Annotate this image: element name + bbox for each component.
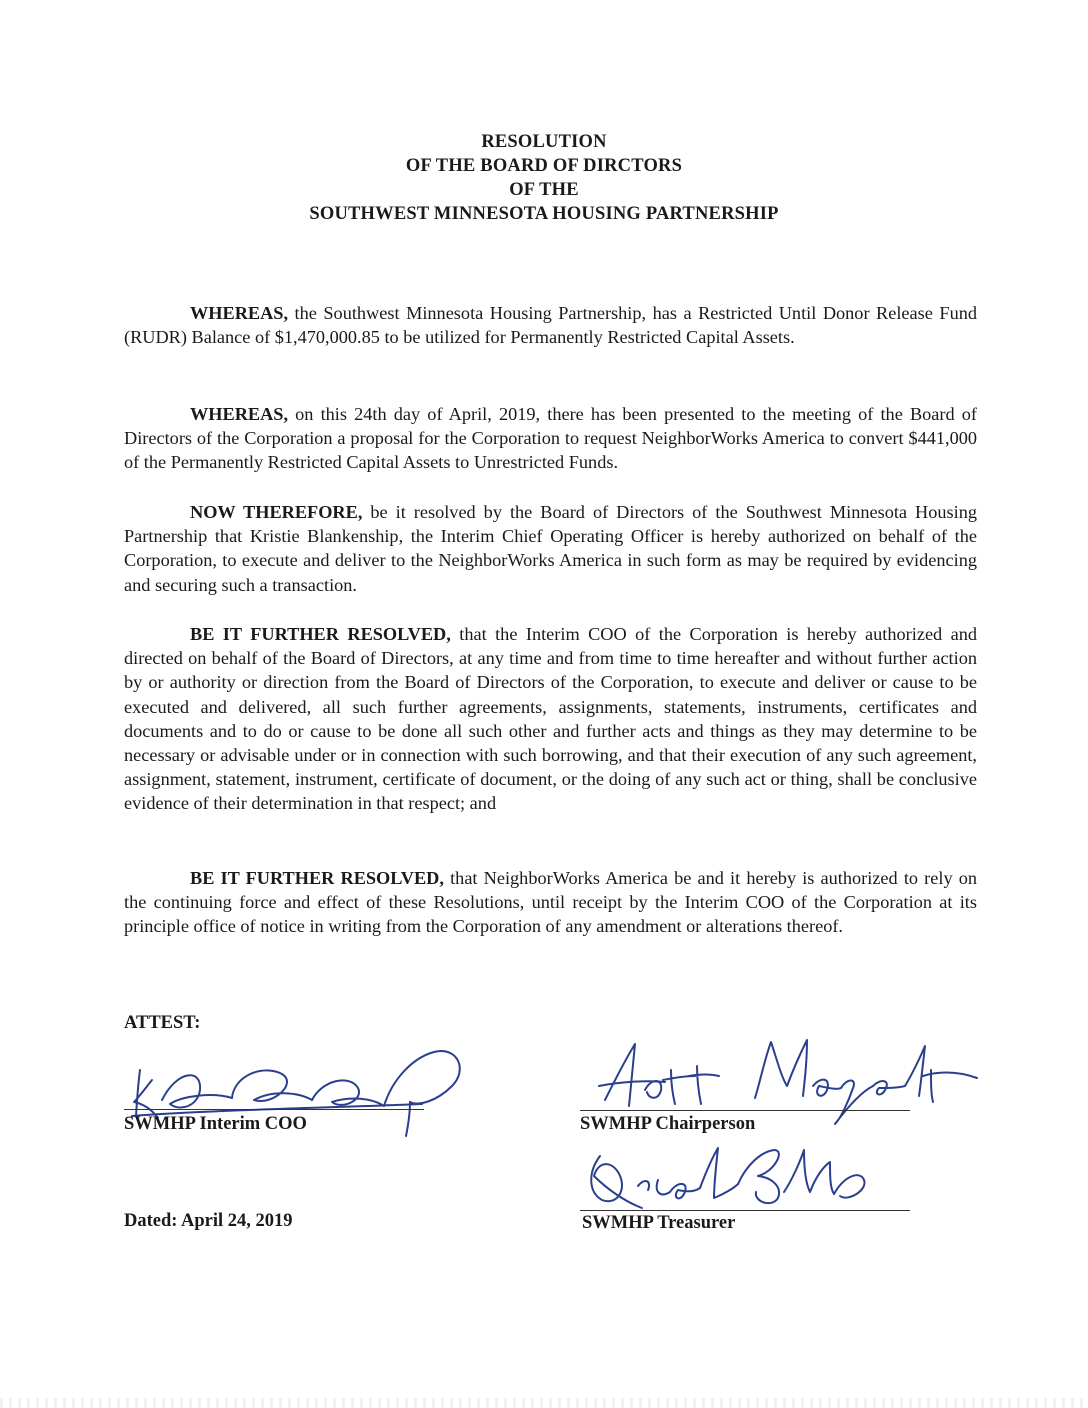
paragraph-text: that the Interim COO of the Corporation is hereby authorized and directed on behalf of the Board of Directors, at any time and from time to time hereafter and without further action by or authority or direction from the Board of Directors of the Corporation, to execute and deliver or cause to be executed and delivered, all such further agreements, assignments, statements, instruments, certificates and documents and to do or cause to be done all such other and further acts and things as they may determine to be necessary or advisable under or in connection with such borrowing, and that their execution of any such agreement, assignment, statement, instrument, certificate of document, or the doing of any such act or thing, shall be conclusive evidence of their determination in that respect; and	[124, 624, 978, 814]
interim-coo-label: SWMHP Interim COO	[124, 1114, 307, 1134]
paragraph-text: the Southwest Minnesota Housing Partnership, has a Restricted Until Donor Release Fund (RUDR) Balance of $1,470,000.85 to be utilized for Permanently Restricted Capital Assets.	[124, 303, 977, 348]
further-resolved-paragraph-2	[124, 866, 977, 939]
document-title	[0, 130, 1088, 226]
chairperson-signature-line	[580, 1110, 910, 1111]
attest-label: ATTEST:	[124, 1013, 201, 1033]
paragraph-text: that NeighborWorks America be and it hereby is authorized to rely on the continuing force and effect of these Resolutions, until receipt by the Interim COO of the Corporation at its principle office of notice in writing from the Corporation of any amendment or alterations thereof.	[124, 868, 978, 937]
paragraph-keyword: WHEREAS,	[190, 404, 289, 424]
interim-coo-signature-line	[124, 1109, 424, 1110]
whereas-paragraph-1	[124, 301, 977, 349]
paragraph-keyword: NOW THEREFORE,	[190, 502, 363, 522]
paragraph-text: on this 24th day of April, 2019, there has been presented to the meeting of the Board of Directors of the Corporation a proposal for the Corporation to request NeighborWorks America to convert $441,000 of the Permanently Restricted Capital Assets to Unrestricted Funds.	[124, 404, 977, 473]
treasurer-signature	[578, 1136, 878, 1216]
chairperson-label: SWMHP Chairperson	[580, 1114, 756, 1134]
further-resolved-paragraph-1	[124, 622, 977, 816]
paragraph-text: be it resolved by the Board of Directors of the Southwest Minnesota Housing Partnership that Kristie Blankenship, the Interim Chief Operating Officer is hereby authorized on behalf of the Corporation, to execute and deliver to the NeighborWorks America in such form as may be required by evidencing and securing such a transaction.	[124, 502, 977, 595]
scan-edge-artifact	[0, 1398, 1088, 1408]
title-line-3: OF THE	[509, 180, 579, 200]
paragraph-keyword: WHEREAS,	[190, 303, 289, 323]
title-line-2: OF THE BOARD OF DIRCTORS	[405, 156, 683, 176]
paragraph-keyword: BE IT FURTHER RESOLVED,	[190, 624, 451, 644]
treasurer-signature-line	[580, 1210, 910, 1211]
treasurer-label: SWMHP Treasurer	[582, 1213, 736, 1233]
title-line-4: SOUTHWEST MINNESOTA HOUSING PARTNERSHIP	[309, 204, 779, 224]
dated-label: Dated: April 24, 2019	[124, 1211, 293, 1231]
paragraph-keyword: BE IT FURTHER RESOLVED,	[190, 868, 444, 888]
whereas-paragraph-2	[124, 402, 977, 475]
title-line-1: RESOLUTION	[481, 132, 607, 152]
now-therefore-paragraph	[124, 500, 977, 597]
